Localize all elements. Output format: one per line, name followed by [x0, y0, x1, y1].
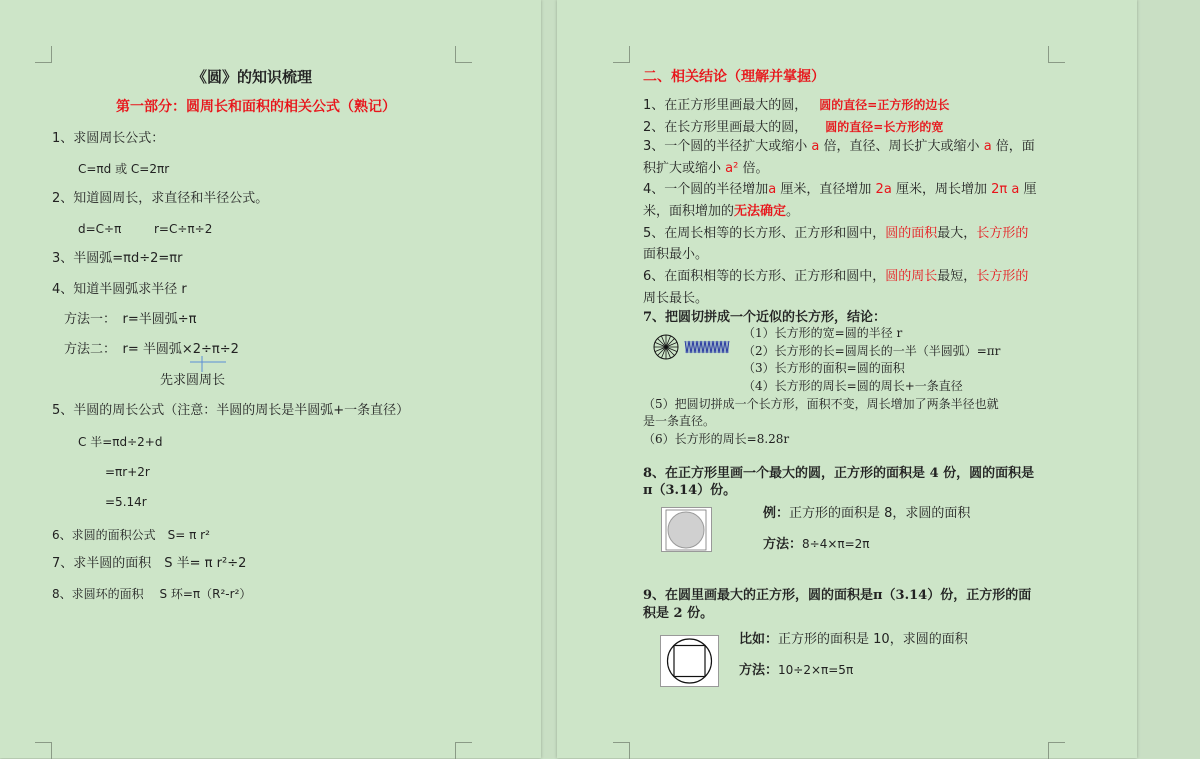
document-title: 《圆》的知识梳理 — [192, 68, 313, 86]
conclusion-9: 9、在圆里画最大的正方形，圆的面积是π（3.14）份，正方形的面 — [643, 588, 1032, 603]
conclusion-3-cont: 积扩大或缩小 a² 倍。 — [643, 161, 769, 176]
conclusion-7-5: （5）把圆切拼成一个长方形，面积不变，周长增加了两条半径也就 — [643, 397, 999, 411]
conclusion-5-cont: 面积最小。 — [643, 247, 709, 262]
conclusion-7-2: （2）长方形的长=圆周长的一半（半圆弧）=πr — [743, 344, 1001, 358]
item-8: 8、求圆环的面积 S 环=π（R²-r²） — [52, 587, 252, 601]
crop-mark — [1048, 46, 1065, 63]
crop-mark — [35, 46, 52, 63]
crop-mark — [35, 742, 52, 759]
circle-in-square-figure — [661, 507, 713, 553]
conclusion-7-3: （3）长方形的面积=圆的面积 — [743, 361, 905, 375]
conclusion-5: 5、在周长相等的长方形、正方形和圆中，圆的面积最大，长方形的 — [643, 226, 1029, 241]
conclusion-7-1: （1）长方形的宽=圆的半径 r — [743, 326, 903, 340]
conclusion-7-5-cont: 是一条直径。 — [643, 414, 716, 428]
example-9: 比如：正方形的面积是 10，求圆的面积 — [739, 632, 968, 647]
crop-mark — [1048, 742, 1065, 759]
conclusion-6: 6、在面积相等的长方形、正方形和圆中，圆的周长最短，长方形的 — [643, 269, 1029, 284]
document-page-left — [0, 0, 541, 758]
conclusion-4-cont: 米，面积增加的无法确定。 — [643, 204, 800, 219]
conclusion-9-cont: 积是 2 份。 — [643, 606, 714, 621]
conclusion-7: 7、把圆切拼成一个近似的长方形，结论： — [643, 310, 887, 325]
crop-mark — [613, 742, 630, 759]
conclusion-1: 1、在正方形里画最大的圆， 圆的直径=正方形的边长 — [643, 98, 950, 113]
item-3: 3、半圆弧=πd÷2=πr — [52, 251, 183, 266]
conclusion-8-cont: π（3.14）份。 — [643, 483, 737, 498]
conclusion-8: 8、在正方形里画一个最大的圆，正方形的面积是 4 份，圆的面积是 — [643, 466, 1035, 481]
method-8: 方法：8÷4×π=2π — [763, 537, 870, 552]
conclusion-3: 3、一个圆的半径扩大或缩小 a 倍，直径、周长扩大或缩小 a 倍，面 — [643, 139, 1035, 154]
crop-mark — [613, 46, 630, 63]
section-heading-2: 二、相关结论（理解并掌握） — [643, 69, 825, 85]
item-4: 4、知道半圆弧求半径 r — [52, 282, 187, 297]
conclusion-4: 4、一个圆的半径增加a 厘米，直径增加 2a 厘米，周长增加 2π a 厘 — [643, 182, 1037, 197]
method-2: 方法二： r= 半圆弧×2÷π÷2 — [64, 342, 239, 357]
circle-cut-figure — [653, 333, 733, 363]
method-1: 方法一： r=半圆弧÷π — [64, 312, 197, 327]
method-9: 方法：10÷2×π=5π — [739, 663, 854, 678]
formula-semicircle-perimeter-3: =5.14r — [105, 495, 147, 509]
formula-circumference: C=πd 或 C=2πr — [78, 162, 170, 176]
item-1: 1、求圆周长公式： — [52, 131, 165, 146]
item-5: 5、半圆的周长公式（注意：半圆的周长是半圆弧+一条直径） — [52, 403, 410, 418]
formula-semicircle-perimeter-2: =πr+2r — [105, 465, 150, 479]
item-6: 6、求圆的面积公式 S= π r² — [52, 528, 210, 542]
conclusion-7-6: （6）长方形的周长=8.28r — [643, 432, 790, 446]
document-page-right — [557, 0, 1137, 758]
crop-mark — [455, 742, 472, 759]
formula-diameter: d=C÷π — [78, 222, 122, 236]
conclusion-7-4: （4）长方形的周长=圆的周长+一条直径 — [743, 379, 963, 393]
item-7: 7、求半圆的面积 S 半= π r²÷2 — [52, 556, 247, 571]
conclusion-2: 2、在长方形里画最大的圆， 圆的直径=长方形的宽 — [643, 120, 944, 135]
formula-radius: r=C÷π÷2 — [154, 222, 213, 236]
square-in-circle-figure — [660, 635, 720, 687]
crop-mark — [455, 46, 472, 63]
formula-semicircle-perimeter-1: C 半=πd÷2+d — [78, 435, 163, 449]
method-2-note: 先求圆周长 — [160, 373, 226, 388]
section-heading-part1: 第一部分：圆周长和面积的相关公式（熟记） — [116, 99, 396, 115]
conclusion-6-cont: 周长最长。 — [643, 291, 709, 306]
item-2: 2、知道圆周长，求直径和半径公式。 — [52, 191, 269, 206]
example-8: 例：正方形的面积是 8，求圆的面积 — [763, 506, 971, 521]
